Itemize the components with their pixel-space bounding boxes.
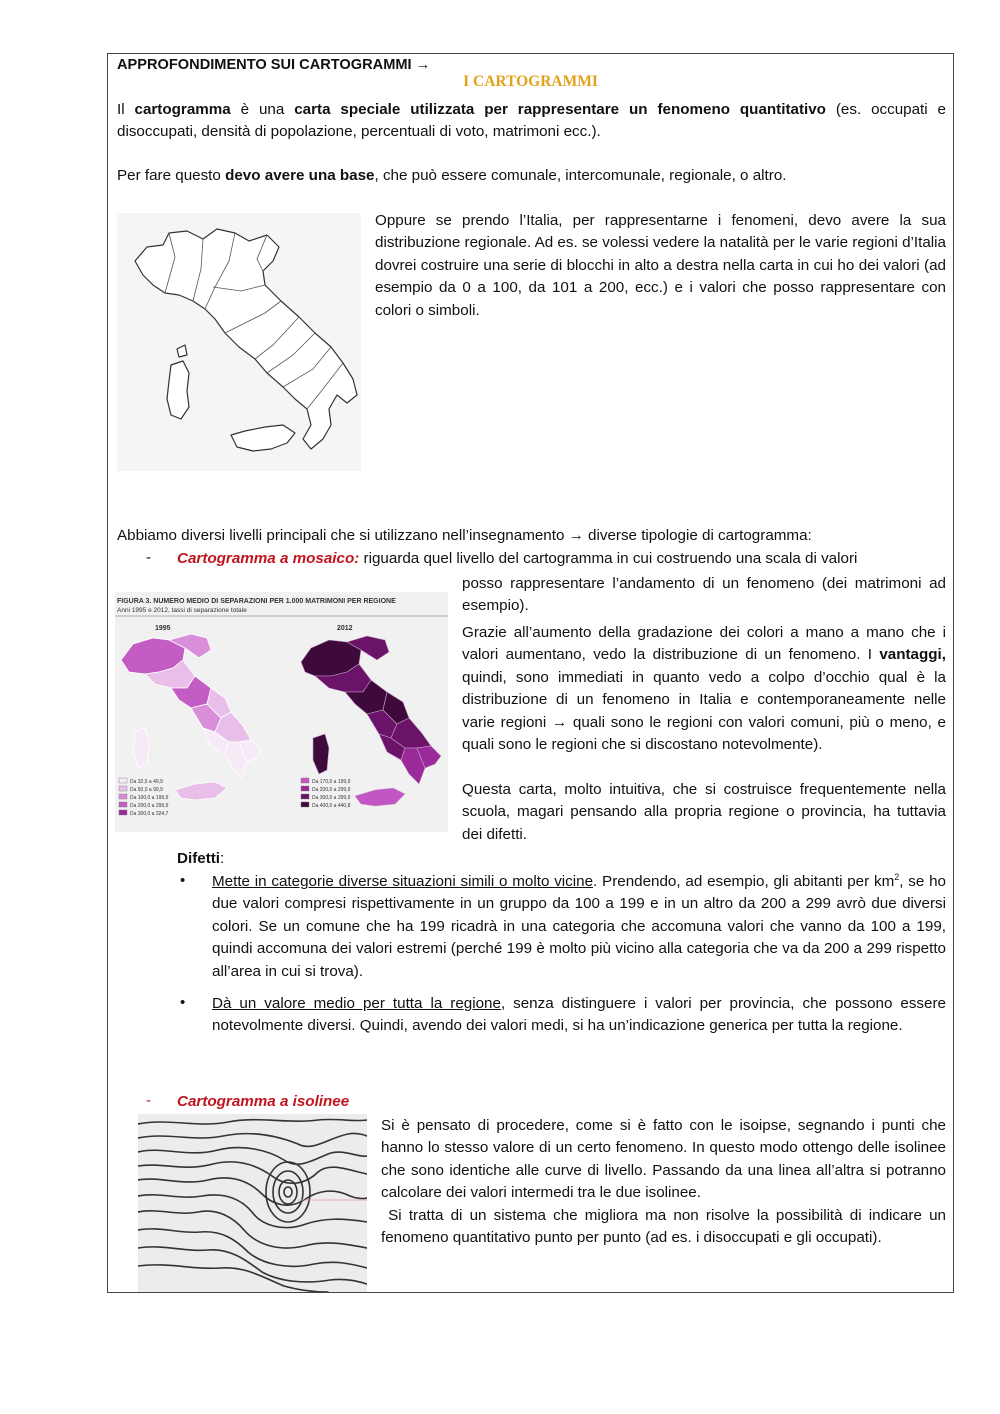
isolinee-label: Cartogramma a isolinee [177,1093,350,1110]
isolinee-paragraph-2: Si tratta di un sistema che migliora ma non risolve la possibilità di indicare un fenomeno quantitativo punto per punto (ad es. i disoccupati e gli occupati). [381,1207,951,1247]
svg-text:Da 100,0 a 199,9: Da 100,0 a 199,9 [130,795,169,801]
svg-text:Da 50,0 a 99,9: Da 50,0 a 99,9 [130,787,163,793]
figure-subtitle: Anni 1995 e 2012, tassi di separazione totale [117,607,247,614]
svg-text:Da 400,0 a 440,8: Da 400,0 a 440,8 [312,803,351,809]
figure-year-left: 1995 [155,625,171,632]
figure-title: FIGURA 3. NUMERO MEDIO DI SEPARAZIONI PER 1.000 MATRIMONI PER REGIONE [117,598,396,605]
italy-outline-map [117,213,361,471]
list-dash: - [146,549,151,566]
svg-text:Da 32,5 a 49,9: Da 32,5 a 49,9 [130,779,163,785]
list-dash: - [146,1092,151,1109]
mosaico-paragraph-a: posso rappresentare l’andamento di un fenomeno (dei matrimoni ad esempio). [462,575,946,615]
difetto-2: Dà un valore medio per tutta la regione, senza distinguere i valori per provincia, che possono essere notevolmente diversi. Quindi, avendo dei valori medi, si ha un’indicazione generica per tutta la regione. [212,995,946,1035]
svg-text:Da 200,0 a 299,9: Da 200,0 a 299,9 [130,803,169,809]
mosaico-label: Cartogramma a mosaico: [177,550,360,567]
bullet-icon: • [180,872,186,889]
svg-text:Da 200,0 a 299,9: Da 200,0 a 299,9 [312,787,351,793]
isolines-map [138,1114,367,1292]
levels-intro: Abbiamo diversi livelli principali che si utilizzano nell’insegnamento → diverse tipologie di cartogramma: [117,527,812,544]
intro-paragraph-2: Per fare questo devo avere una base, che può essere comunale, intercomunale, regionale, o altro. [117,167,787,184]
figure-year-right: 2012 [337,625,353,632]
mosaico-paragraph-c: Questa carta, molto intuitiva, che si costruisce frequentemente nella scuola, magari pensando alla propria regione o provincia, ha tuttavia dei difetti. [462,781,946,843]
svg-text:Da 300,0 a 399,9: Da 300,0 a 399,9 [312,795,351,801]
mosaico-paragraph-b: Grazie all’aumento della gradazione dei colori a mano a mano che i valori aumentano, vedo la distribuzione di un fenomeno. I vantaggi, quindi, sono immediati in quanto vedo a colpo d’occhio qual è la distribuzione di un fenomeno in Italia e contemporaneamente nelle varie regioni → quali sono le regioni con valori comuni, più o meno, e quali sono le regioni che si discostano notevolmente). [462,624,946,754]
intro-paragraph-1: Il cartogramma è una carta speciale utilizzata per rappresentare un fenomeno quantitativo (es. occupati e disoccupati, densità di popolazione, percentuali di voto, matrimoni ecc.). [117,101,946,141]
section-heading: APPROFONDIMENTO SUI CARTOGRAMMI → [117,57,431,73]
choropleth-figure [115,592,448,832]
difetto-1: Mette in categorie diverse situazioni simili o molto vicine. Prendendo, ad esempio, gli abitanti per $km^2$, se ho due valori compresi rispettivamente in un gruppo da 100 a 199 e in un altro da 200 a 299 avrò due diversi colori. Se un comune che ha 199 ricadrà in una categoria che accomuna valori che vanno da 100 a 199, quindi accomuna dei valori estremi (perché 199 è molto più vicino alla categoria che va da 200 a 299 rispetto all’area in cui si trova). [212,871,946,980]
isolinee-paragraph-1: Si è pensato di procedere, come si è fatto con le isoipse, segnando i punti che hanno lo stesso valore di un certo fenomeno. In questo modo ottengo delle isolinee che sono identiche alle curve di livello. Passando da una linea all’altra si potranno calcolare dei valori intermedi tra le due isolinee. [381,1117,946,1202]
italy-regional-paragraph: Oppure se prendo l’Italia, per rappresentarne i fenomeni, devo avere la sua distribuzione regionale. Ad es. se volessi vedere la natalità per le varie regioni d’Italia dovrei costruire una serie di blocchi in alto a destra nella carta in cui ho dei valori (ad esempio da 0 a 100, da 101 a 200, ecc.) e i valori che posso rappresentare con colori o simboli. [375,212,946,319]
svg-text:Da 170,0 a 199,9: Da 170,0 a 199,9 [312,779,351,785]
mosaico-first-line: Cartogramma a mosaico: riguarda quel livello del cartogramma in cui costruendo una scala di valori [177,550,858,567]
difetti-heading: Difetti: [177,850,225,867]
page-title: I CARTOGRAMMI [463,73,598,90]
bullet-icon: • [180,994,186,1011]
svg-text:Da 300,0 a 324,7: Da 300,0 a 324,7 [130,811,169,817]
